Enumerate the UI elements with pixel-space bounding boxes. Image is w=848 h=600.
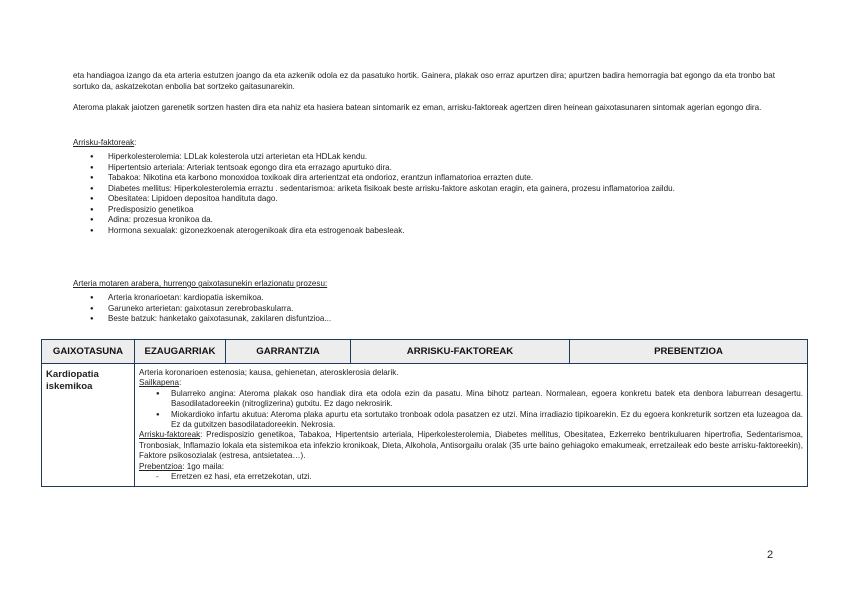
risk-heading-text: Arrisku-faktoreak	[73, 138, 135, 147]
list-item: ● Obesitatea: Lipidoen depositoa handituta dago.	[73, 194, 775, 205]
risk-factor-list	[73, 152, 775, 236]
list-item: ● Predisposizio genetikoa	[73, 205, 775, 216]
list-item: ● Arteria kronarioetan: kardiopatia iskemikoa.	[73, 293, 775, 304]
risk-factors-label: Arrisku-faktoreak	[139, 430, 201, 440]
disease-name-cell: Kardiopatia iskemikoa	[42, 364, 135, 487]
classification-colon: :	[179, 378, 182, 388]
column-header-gaixotasuna: GAIXOTASUNA	[42, 340, 135, 364]
disease-table	[41, 339, 808, 487]
artery-list	[73, 293, 775, 325]
column-header-ezaugarriak: EZAUGARRIAK	[135, 340, 226, 364]
list-item: ● Hipertentsio arteriala: Arteriak tentsoak egongo dira eta errazago apurtuko dira.	[73, 163, 775, 174]
disease-detail-cell	[135, 364, 808, 487]
prevention-paragraph	[139, 462, 803, 472]
list-item: ● Adina: prozesua kronikoa da.	[73, 215, 775, 226]
list-item: ● Beste batzuk: hanketako gaixotasunak, zakilaren disfuntzioa...	[73, 314, 775, 325]
classification-list	[139, 389, 803, 431]
list-item: ● Tabakoa: Nikotina eta karbono monoxidoa toxikoak dira arterientzat eta ondorioz, erantzun inflamatorioa errazten dute.	[73, 173, 775, 184]
list-item: ● Garuneko arterietan: gaixotasun zerebrobaskularra.	[73, 304, 775, 315]
page-number: 2	[767, 549, 774, 561]
artery-heading: Arteria motaren arabera, hurrengo gaixotasunekin erlazionatu prozesu:	[73, 279, 328, 288]
risk-factors-paragraph	[139, 430, 803, 461]
risk-factors-text: : Predisposizio genetikoa, Tabakoa, Hipertentsio arteriala, Hiperkolesterolemia, Diabetes mellitus, Obesitatea, Ezkerreko bentrikuluaren hipertrofia, Sedentarismoa, Tronbosiak, Inflamazio lokala eta sistemikoa eta infekzio kronikoak, Dieta, Alkohola, Antisorgailu oralak (35 urte baino gehiagoko emakumeak, erretzaileak edo beste arrisku-faktoreekin), Faktore psikosozialak (estresa, antsietatea…).	[139, 430, 803, 461]
classification-label: Sailkapena	[139, 378, 180, 388]
risk-heading-colon: :	[134, 138, 137, 147]
column-header-prebentzioa: PREBENTZIOA	[570, 340, 808, 364]
list-item: ● Bularreko angina: Ateroma plakak oso handiak dira eta odola ezin da pasatu. Mina bihotz partean. Normalean, egoera konkretu batek eta denbora laburrean desagertu. Basodilatadoreekin (nitroglizerina) gutxitu. Ez dago nekrosirik.	[139, 389, 803, 410]
table-header-row	[42, 340, 808, 364]
list-item: ● Hormona sexualak: gizonezkoenak aterogenikoak dira eta estrogenoak babesleak.	[73, 226, 775, 237]
list-item: ● Miokardioko infartu akutua: Ateroma plaka apurtu eta sortutako tronboak odola pasatzen ez utzi. Mina irradiazio tipikoarekin. Ez du egoera konkreturik sortzen eta luzeagoa da. Ez da gutxitzen basodilatadoreekin. Nekrosia.	[139, 410, 803, 431]
list-item: - Erretzen ez hasi, eta erretzekotan, utzi.	[139, 472, 803, 482]
prevention-list	[139, 472, 803, 482]
prevention-text: : 1go maila:	[182, 461, 225, 471]
list-item: ● Hiperkolesterolemia: LDLak kolesterola utzi arterietan eta HDLak kendu.	[73, 152, 775, 163]
column-header-arrisku-faktoreak: ARRISKU-FAKTOREAK	[351, 340, 570, 364]
intro-paragraph-2: Ateroma plakak jaiotzen garenetik sortzen hasten dira eta nahiz eta hasiera batean sintomarik ez eman, arrisku-faktoreak agertzen diren heinean gaixotasunaren sintomak agerian egongo dira.	[73, 103, 762, 112]
table-row	[42, 364, 808, 487]
list-item: ● Diabetes mellitus: Hiperkolesterolemia erraztu . sedentarismoa: ariketa fisikoak beste arrisku-faktore askotan eragin, eta gainera, prozesu inflamatorioa zaildu.	[73, 184, 775, 195]
classification-label-line	[139, 378, 803, 388]
risk-heading	[73, 138, 136, 147]
definition-text: Arteria koronarioen estenosia; kausa, gehienetan, aterosklerosia delarik.	[139, 368, 399, 377]
prevention-label: Prebentzioa	[139, 461, 183, 471]
intro-paragraph-1: eta handiagoa izango da eta arteria estutzen joango da eta azkenik odola ez da pasatuko hortik. Gainera, plakak oso erraz apurtzen dira; apurtzen badira hemorragia bat egongo da eta tronbo bat sortuko da, askatzekotan enbolia bat sortzeko gaitasunarekin.	[73, 71, 775, 91]
column-header-garrantzia: GARRANTZIA	[226, 340, 351, 364]
